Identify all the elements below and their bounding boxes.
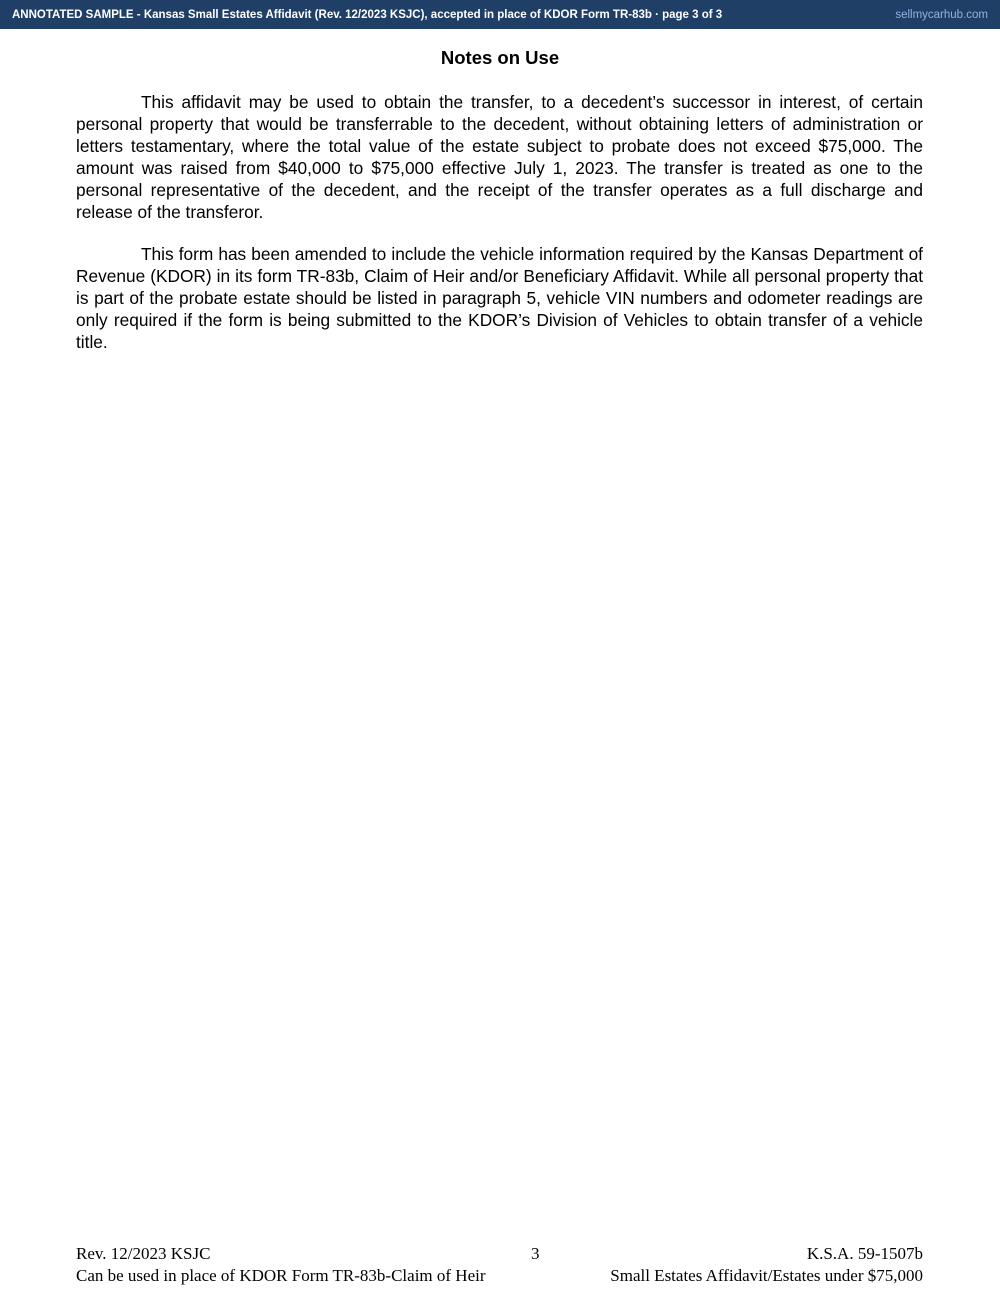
footer-row-top	[76, 1243, 923, 1265]
footer-form-name: Small Estates Affidavit/Estates under $75,000	[610, 1266, 923, 1285]
page-title: Notes on Use	[440, 47, 560, 68]
banner-label: ANNOTATED SAMPLE - Kansas Small Estates Affidavit (Rev. 12/2023 KSJC), accepted in place of KDOR Form TR-83b · page 3 of 3	[12, 8, 723, 21]
annotation-banner	[0, 0, 1000, 29]
body-paragraph: This affidavit may be used to obtain the transfer, to a decedent’s successor in interest, of certain personal property that would be transferrable to the decedent, without obtaining letters of administration or letters testamentary, where the total value of the estate subject to probate does not exceed $75,000. The amount was raised from $40,000 to $75,000 effective July 1, 2023. The transfer is treated as one to the personal representative of the decedent, and the receipt of the transfer operates as a full discharge and release of the transferor.	[76, 92, 923, 222]
footer-revision: Rev. 12/2023 KSJC	[76, 1244, 211, 1263]
footer-page-number: 3	[531, 1244, 540, 1263]
page-footer	[76, 1243, 923, 1287]
footer-statute: K.S.A. 59-1507b	[806, 1244, 923, 1263]
banner-site-link[interactable]: sellmycarhub.com	[895, 8, 988, 21]
footer-use-note: Can be used in place of KDOR Form TR-83b-Claim of Heir	[76, 1266, 486, 1285]
body-paragraph: This form has been amended to include the vehicle information required by the Kansas Department of Revenue (KDOR) in its form TR-83b, Claim of Heir and/or Beneficiary Affidavit. While all personal property that is part of the probate estate should be listed in paragraph 5, vehicle VIN numbers and odometer readings are only required if the form is being submitted to the KDOR’s Division of Vehicles to obtain transfer of a vehicle title.	[76, 244, 923, 352]
footer-row-bottom	[76, 1265, 923, 1287]
